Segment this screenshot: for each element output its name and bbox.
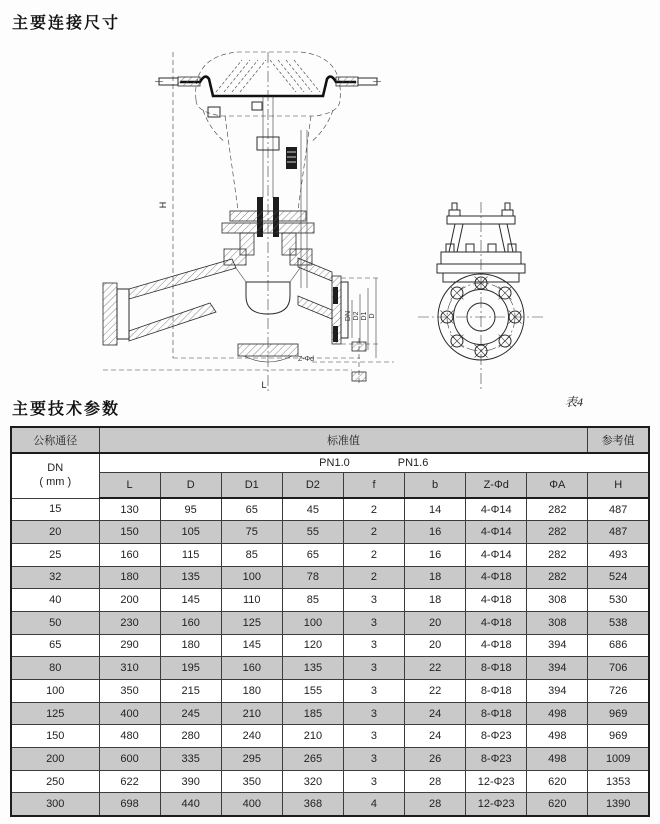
table-cell: 320: [282, 770, 343, 793]
table-cell: 600: [99, 748, 160, 771]
table-cell: 265: [282, 748, 343, 771]
section-title-connection-dimensions: 主要连接尺寸: [12, 15, 121, 32]
table-cell: 22: [405, 657, 466, 680]
table-cell: 65: [11, 634, 99, 657]
table-cell: 22: [405, 680, 466, 703]
col-D1: D1: [221, 472, 282, 498]
table-cell: 105: [160, 521, 221, 544]
col-D2: D2: [282, 472, 343, 498]
table-cell: 350: [99, 680, 160, 703]
table-header-row-pn: [11, 453, 649, 472]
table-cell: 85: [282, 589, 343, 612]
table-cell: 95: [160, 498, 221, 521]
d1-dim-label: D1: [361, 311, 368, 321]
table-cell: 4-Φ18: [466, 611, 527, 634]
l-dimension-label: L: [261, 380, 267, 390]
table-cell: 300: [11, 793, 99, 816]
header-reference-value: 参考值: [588, 427, 649, 453]
table-cell: 85: [221, 543, 282, 566]
table-cell: 250: [11, 770, 99, 793]
table-row: [11, 611, 649, 634]
dn-dim-label: DN: [345, 310, 352, 322]
d-dim-label: D: [369, 313, 376, 319]
col-phi-A: ΦA: [527, 472, 588, 498]
valve-body: [103, 258, 348, 362]
table-cell: 440: [160, 793, 221, 816]
table-cell: 3: [343, 634, 404, 657]
table-cell: 308: [527, 589, 588, 612]
table-cell: 180: [160, 634, 221, 657]
table-row: [11, 680, 649, 703]
table-row: [11, 725, 649, 748]
table-cell: 100: [221, 566, 282, 589]
table-cell: 80: [11, 657, 99, 680]
table-cell: 2: [343, 566, 404, 589]
table-cell: 498: [527, 725, 588, 748]
table-cell: 310: [99, 657, 160, 680]
table-cell: 145: [221, 634, 282, 657]
table-cell: 3: [343, 702, 404, 725]
table-cell: 394: [527, 680, 588, 703]
drawing-main-view: [103, 52, 394, 392]
table-cell: 282: [527, 498, 588, 521]
table-cell: 1353: [588, 770, 649, 793]
table-cell: 2: [343, 543, 404, 566]
table-cell: 282: [527, 566, 588, 589]
table-cell: 15: [11, 498, 99, 521]
pn16-label: PN1.6: [397, 456, 429, 469]
table-cell: 1390: [588, 793, 649, 816]
table-cell: 200: [11, 748, 99, 771]
table-cell: 969: [588, 725, 649, 748]
col-Z-phi-d: Z-Φd: [466, 472, 527, 498]
table-row: [11, 702, 649, 725]
table-cell: 180: [99, 566, 160, 589]
table-cell: 210: [282, 725, 343, 748]
table-cell: 160: [221, 657, 282, 680]
table-row: [11, 657, 649, 680]
dn-label: DN: [47, 462, 64, 474]
table-cell: 245: [160, 702, 221, 725]
table-cell: 28: [405, 770, 466, 793]
table-cell: 215: [160, 680, 221, 703]
table-cell: 726: [588, 680, 649, 703]
col-f: f: [343, 472, 404, 498]
table-row: [11, 498, 649, 521]
table-cell: 3: [343, 611, 404, 634]
table-cell: 100: [11, 680, 99, 703]
table-cell: 55: [282, 521, 343, 544]
table-cell: 3: [343, 680, 404, 703]
table-cell: 538: [588, 611, 649, 634]
drawing-flange-view: [418, 202, 545, 392]
table-row: [11, 770, 649, 793]
table-cell: 308: [527, 611, 588, 634]
table-cell: 3: [343, 770, 404, 793]
table-cell: 2: [343, 498, 404, 521]
table-cell: 200: [99, 589, 160, 612]
pn10-label: PN1.0: [319, 456, 350, 469]
table-cell: 706: [588, 657, 649, 680]
table-cell: 230: [99, 611, 160, 634]
table-body: [11, 498, 649, 816]
z-phi-d-label: Z-Φd: [297, 356, 315, 363]
table-cell: 498: [527, 702, 588, 725]
table-cell: 368: [282, 793, 343, 816]
table-cell: 280: [160, 725, 221, 748]
table-cell: 498: [527, 748, 588, 771]
table-cell: 160: [99, 543, 160, 566]
table-cell: 155: [282, 680, 343, 703]
table-row: [11, 566, 649, 589]
table-cell: 335: [160, 748, 221, 771]
col-b: b: [405, 472, 466, 498]
table-cell: 1009: [588, 748, 649, 771]
table-cell: 240: [221, 725, 282, 748]
table-cell: 110: [221, 589, 282, 612]
table-cell: 4-Φ14: [466, 521, 527, 544]
table-cell: 620: [527, 793, 588, 816]
h-dimension-label: H: [158, 201, 168, 209]
table-cell: 150: [99, 521, 160, 544]
table-cell: 130: [99, 498, 160, 521]
table-cell: 620: [527, 770, 588, 793]
table-cell: 20: [405, 634, 466, 657]
table-row: [11, 589, 649, 612]
table-cell: 8-Φ18: [466, 702, 527, 725]
table-cell: 28: [405, 793, 466, 816]
table-cell: 20: [405, 611, 466, 634]
table-cell: 120: [282, 634, 343, 657]
table-cell: 8-Φ23: [466, 725, 527, 748]
table-cell: 4-Φ14: [466, 543, 527, 566]
table-cell: 480: [99, 725, 160, 748]
header-standard-values: 标准值: [99, 427, 588, 453]
table-cell: 145: [160, 589, 221, 612]
table-cell: 160: [160, 611, 221, 634]
table-cell: 686: [588, 634, 649, 657]
header-dn-unit: [11, 453, 99, 498]
table-cell: 12-Φ23: [466, 770, 527, 793]
table-cell: 8-Φ18: [466, 657, 527, 680]
table-cell: 125: [11, 702, 99, 725]
header-pn-ratings: [99, 453, 649, 472]
table-cell: 350: [221, 770, 282, 793]
table-cell: 16: [405, 543, 466, 566]
table-cell: 3: [343, 657, 404, 680]
table-cell: 50: [11, 611, 99, 634]
table-cell: 390: [160, 770, 221, 793]
table-cell: 493: [588, 543, 649, 566]
table-header-row-groups: [11, 427, 649, 453]
table-cell: 4: [343, 793, 404, 816]
table-cell: 12-Φ23: [466, 793, 527, 816]
table-cell: 16: [405, 521, 466, 544]
table-cell: 2: [343, 521, 404, 544]
table-cell: 3: [343, 748, 404, 771]
table-row: [11, 634, 649, 657]
col-H: H: [588, 472, 649, 498]
table-cell: 18: [405, 589, 466, 612]
table-header-row-columns: [11, 472, 649, 498]
table-cell: 180: [221, 680, 282, 703]
table-cell: 24: [405, 725, 466, 748]
table-cell: 622: [99, 770, 160, 793]
table-cell: 487: [588, 521, 649, 544]
header-nominal-diameter: 公称通径: [11, 427, 99, 453]
table-cell: 3: [343, 725, 404, 748]
table-cell: 524: [588, 566, 649, 589]
table-cell: 394: [527, 634, 588, 657]
table-cell: 25: [11, 543, 99, 566]
table-cell: 20: [11, 521, 99, 544]
table-cell: 26: [405, 748, 466, 771]
table-cell: 185: [282, 702, 343, 725]
table-cell: 65: [221, 498, 282, 521]
table-row: [11, 748, 649, 771]
table-cell: 45: [282, 498, 343, 521]
table-cell: 65: [282, 543, 343, 566]
table-cell: 530: [588, 589, 649, 612]
table-cell: 394: [527, 657, 588, 680]
table-cell: 75: [221, 521, 282, 544]
table-cell: 32: [11, 566, 99, 589]
table-cell: 3: [343, 589, 404, 612]
table-cell: 969: [588, 702, 649, 725]
table-cell: 210: [221, 702, 282, 725]
table-cell: 115: [160, 543, 221, 566]
table-cell: 400: [99, 702, 160, 725]
bolt-hole-detail: [298, 338, 394, 386]
table-cell: 78: [282, 566, 343, 589]
table-number-tag: 表4: [565, 395, 584, 409]
col-D: D: [160, 472, 221, 498]
table-row: [11, 543, 649, 566]
table-cell: 14: [405, 498, 466, 521]
parameters-table: [10, 426, 650, 817]
table-cell: 4-Φ14: [466, 498, 527, 521]
section-title-technical-parameters: 主要技术参数: [12, 401, 121, 418]
table-cell: 4-Φ18: [466, 589, 527, 612]
d2-dim-label: D2: [353, 311, 360, 321]
table-cell: 100: [282, 611, 343, 634]
table-cell: 4-Φ18: [466, 566, 527, 589]
table-cell: 135: [282, 657, 343, 680]
table-cell: 290: [99, 634, 160, 657]
table-cell: 487: [588, 498, 649, 521]
table-cell: 282: [527, 521, 588, 544]
table-cell: 24: [405, 702, 466, 725]
table-cell: 8-Φ18: [466, 680, 527, 703]
table-cell: 295: [221, 748, 282, 771]
table-cell: 4-Φ18: [466, 634, 527, 657]
table-cell: 135: [160, 566, 221, 589]
valve-technical-drawing: [0, 0, 660, 395]
table-cell: 282: [527, 543, 588, 566]
table-row: [11, 793, 649, 816]
table-cell: 195: [160, 657, 221, 680]
table-cell: 698: [99, 793, 160, 816]
table-cell: 8-Φ23: [466, 748, 527, 771]
table-cell: 18: [405, 566, 466, 589]
table-row: [11, 521, 649, 544]
dn-unit-label: ( mm ): [39, 475, 72, 488]
table-cell: 400: [221, 793, 282, 816]
table-cell: 125: [221, 611, 282, 634]
table-cell: 150: [11, 725, 99, 748]
table-cell: 40: [11, 589, 99, 612]
col-L: L: [99, 472, 160, 498]
